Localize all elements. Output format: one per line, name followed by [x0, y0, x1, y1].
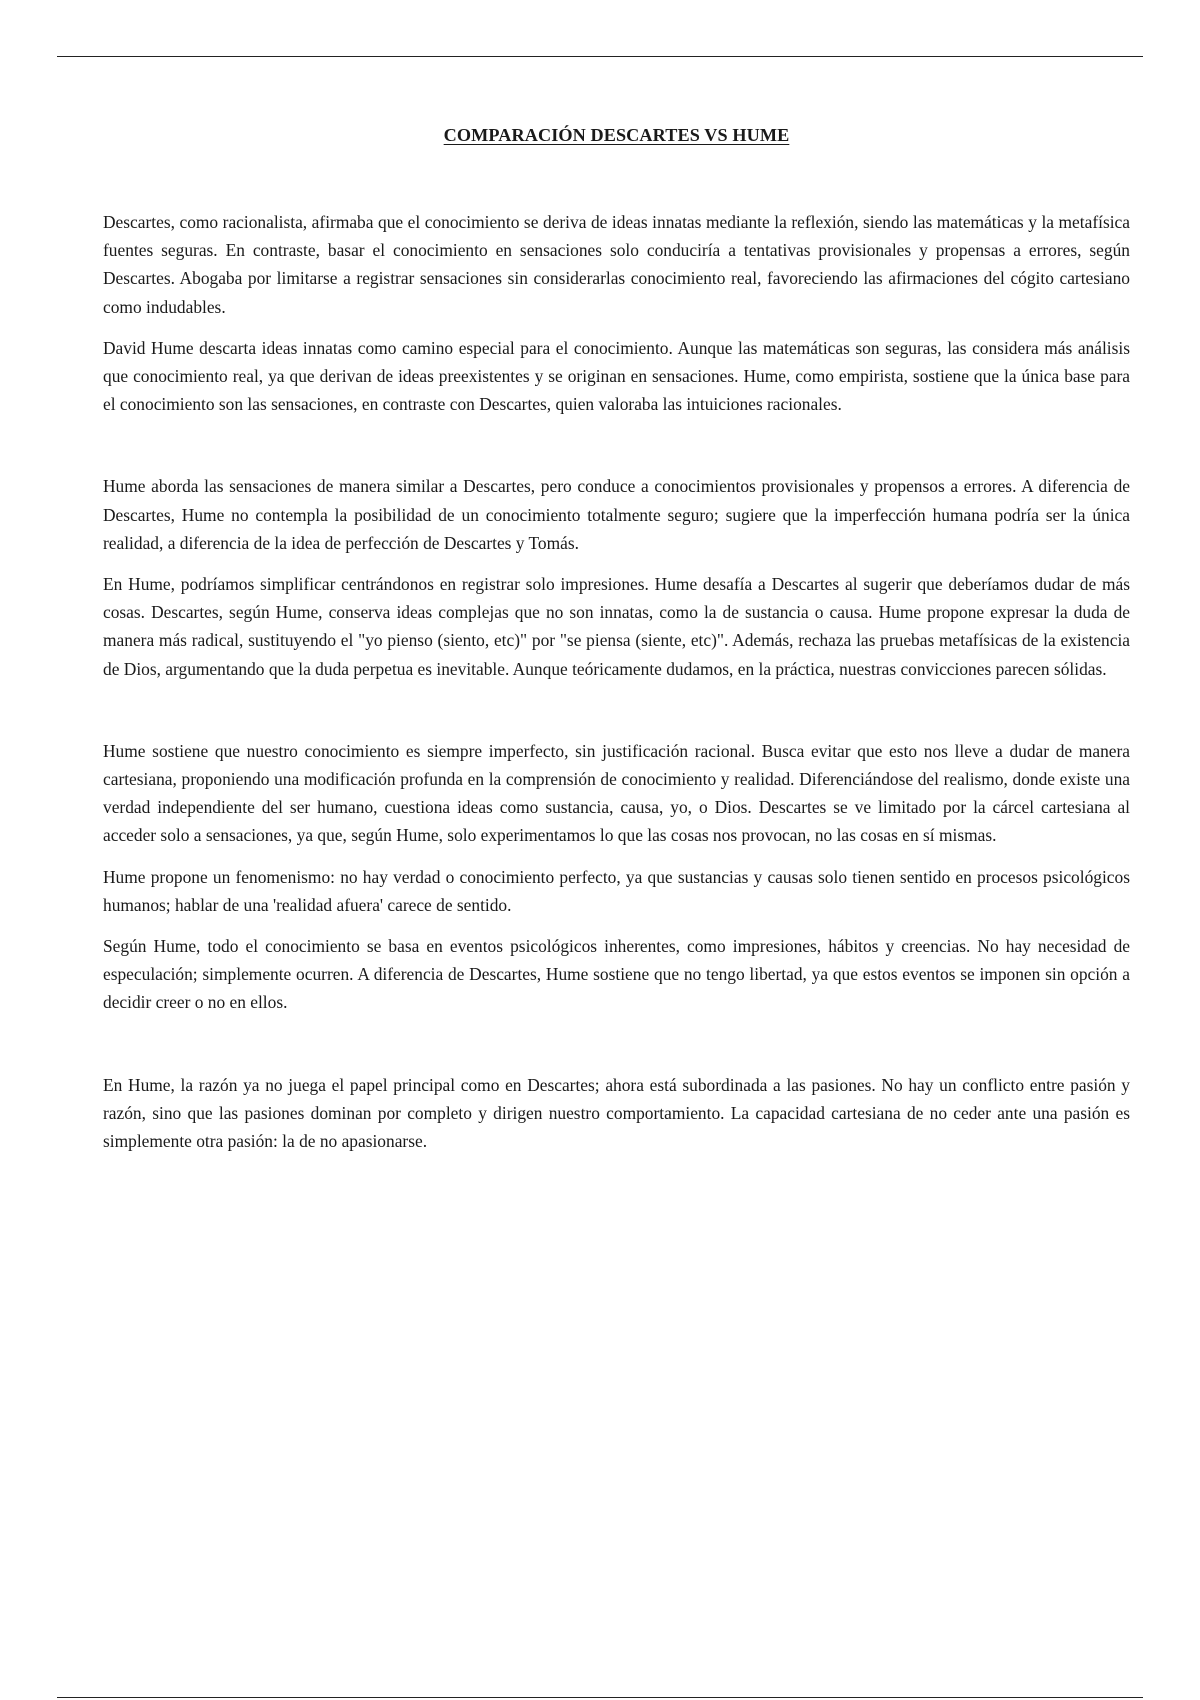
paragraph-6: Hume propone un fenomenismo: no hay verdad o conocimiento perfecto, ya que sustancias y causas solo tienen sentido en procesos psicológicos humanos; hablar de una 'realidad afuera' carece de sentido. — [103, 866, 1130, 915]
paragraph-4: En Hume, podríamos simplificar centrándonos en registrar solo impresiones. Hume desafía a Descartes al sugerir que deberíamos dudar de más cosas. Descartes, según Hume, conserva ideas complejas que no son innatas, como la de sustancia o causa. Hume propone expresar la duda de manera más radical, sustituyendo el "yo pienso (siento, etc)" por "se piensa (siente, etc)". Además, rechaza las pruebas metafísicas de la existencia de Dios, argumentando que la duda perpetua es inevitable. Aunque teóricamente dudamos, en la práctica, nuestras convicciones parecen sólidas. — [103, 574, 1130, 679]
header-rule — [57, 56, 1143, 57]
paragraph-8: En Hume, la razón ya no juega el papel principal como en Descartes; ahora está subordinada a las pasiones. No hay un conflicto entre pasión y razón, sino que las pasiones dominan por completo y dirigen nuestro comportamiento. La capacidad cartesiana de no ceder ante una pasión es simplemente otra pasión: la de no apasionarse. — [103, 1074, 1130, 1152]
paragraph-7: Según Hume, todo el conocimiento se basa en eventos psicológicos inherentes, como impresiones, hábitos y creencias. No hay necesidad de especulación; simplemente ocurren. A diferencia de Descartes, Hume sostiene que no tengo libertad, ya que estos eventos se imponen sin opción a decidir creer o no en ellos. — [103, 936, 1130, 1013]
paragraph-5: Hume sostiene que nuestro conocimiento es siempre imperfecto, sin justificación racional. Busca evitar que esto nos lleve a dudar de manera cartesiana, proponiendo una modificación profunda en la comprensión de conocimiento y realidad. Diferenciándose del realismo, donde existe una verdad independiente del ser humano, cuestiona ideas como sustancia, causa, yo, o Dios. Descartes se ve limitado por la cárcel cartesiana al acceder solo a sensaciones, ya que, según Hume, solo experimentamos lo que las cosas nos provocan, no las cosas en sí mismas. — [103, 740, 1130, 846]
document-body — [103, 125, 1130, 1168]
paragraph-1: Descartes, como racionalista, afirmaba que el conocimiento se deriva de ideas innatas mediante la reflexión, siendo las matemáticas y la metafísica fuentes seguras. En contraste, basar el conocimiento en sensaciones solo conduciría a tentativas provisionales y propensas a errores, según Descartes. Abogaba por limitarse a registrar sensaciones sin considerarlas conocimiento real, favoreciendo las afirmaciones del cógito cartesiano como indudables. — [103, 212, 1130, 317]
footer-rule — [57, 1697, 1143, 1698]
paragraph-3: Hume aborda las sensaciones de manera similar a Descartes, pero conduce a conocimientos provisionales y propensos a errores. A diferencia de Descartes, Hume no contempla la posibilidad de un conocimiento totalmente seguro; sugiere que la imperfección humana podría ser la única realidad, a diferencia de la idea de perfección de Descartes y Tomás. — [103, 476, 1130, 553]
document-title: COMPARACIÓN DESCARTES VS HUME — [443, 125, 790, 145]
paragraph-2: David Hume descarta ideas innatas como camino especial para el conocimiento. Aunque las matemáticas son seguras, las considera más análisis que conocimiento real, ya que derivan de ideas preexistentes y se originan en sensaciones. Hume, como empirista, sostiene que la única base para el conocimiento son las sensaciones, en contraste con Descartes, quien valoraba las intuiciones racionales. — [103, 337, 1130, 415]
